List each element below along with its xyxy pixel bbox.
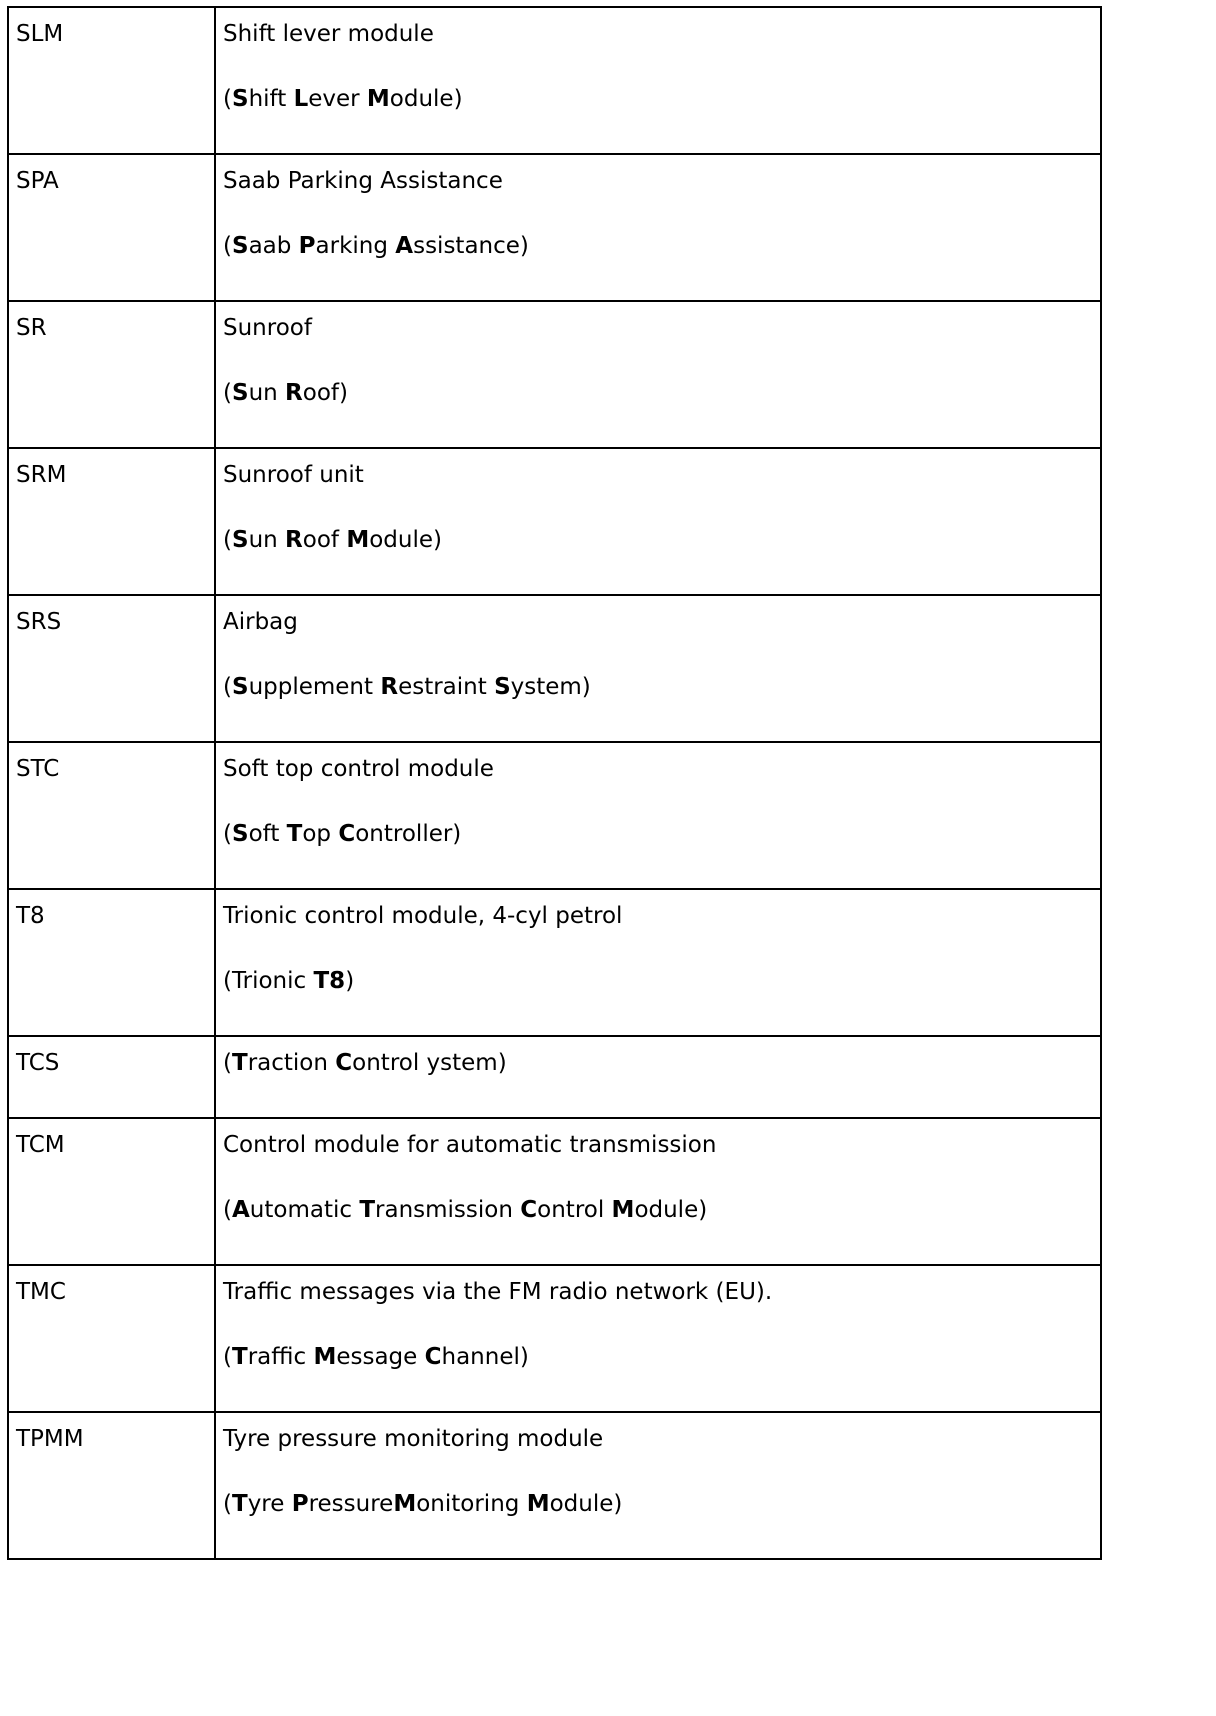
full-form-initial: R	[285, 380, 303, 406]
full-form-text: essage	[336, 1344, 425, 1370]
full-form-text: hannel)	[441, 1344, 529, 1370]
full-form-text: ontrol ystem)	[352, 1050, 507, 1076]
full-form-text: raffic	[247, 1344, 314, 1370]
full-form-text: yre	[247, 1491, 292, 1517]
full-form-text: (	[223, 86, 232, 112]
full-form-initial: C	[335, 1050, 353, 1076]
full-form-text: estraint	[398, 674, 495, 700]
abbreviation-full-form	[223, 820, 1100, 848]
abbreviation-code: SRS	[8, 595, 215, 742]
full-form-initial: T	[231, 1344, 248, 1370]
abbreviation-code: SRM	[8, 448, 215, 595]
full-form-text: ssistance)	[413, 233, 529, 259]
abbreviation-code: SLM	[8, 7, 215, 154]
full-form-text: arking	[315, 233, 396, 259]
abbreviation-description: Shift lever module	[223, 21, 434, 47]
full-form-text: (	[223, 380, 232, 406]
full-form-initial: S	[231, 527, 249, 553]
full-form-text: oof)	[302, 380, 348, 406]
full-form-text: op	[302, 821, 339, 847]
full-form-initial: P	[298, 233, 316, 259]
abbreviation-full-form	[223, 232, 1100, 260]
full-form-text: (	[223, 1197, 232, 1223]
abbreviation-description: Trionic control module, 4-cyl petrol	[223, 903, 623, 929]
table-row	[8, 7, 1101, 154]
abbreviation-code: TCS	[8, 1036, 215, 1118]
abbreviation-full-form	[223, 967, 1100, 995]
abbreviation-description: Control module for automatic transmission	[223, 1132, 717, 1158]
full-form-text: odule)	[369, 527, 442, 553]
full-form-text: (	[223, 233, 232, 259]
full-form-initial: P	[291, 1491, 309, 1517]
abbreviation-description-cell	[215, 1118, 1101, 1265]
table-row	[8, 1265, 1101, 1412]
abbreviation-description: Tyre pressure monitoring module	[223, 1426, 604, 1452]
abbreviation-code: STC	[8, 742, 215, 889]
abbreviation-description: Airbag	[223, 609, 298, 635]
full-form-initial: T8	[313, 968, 346, 994]
full-form-text: ontrol	[537, 1197, 612, 1223]
abbreviation-description-cell	[215, 1036, 1101, 1118]
table-row	[8, 301, 1101, 448]
full-form-text: utomatic	[249, 1197, 360, 1223]
abbreviation-table	[7, 6, 1102, 1560]
abbreviation-description-cell	[215, 301, 1101, 448]
full-form-text: un	[248, 380, 286, 406]
abbreviation-code: SR	[8, 301, 215, 448]
abbreviation-code: TCM	[8, 1118, 215, 1265]
full-form-text: odule)	[549, 1491, 623, 1517]
full-form-initial: T	[231, 1050, 248, 1076]
full-form-initial: M	[313, 1344, 337, 1370]
abbreviation-full-form	[223, 85, 1100, 113]
abbreviation-description: Sunroof unit	[223, 462, 364, 488]
full-form-text: ystem)	[510, 674, 591, 700]
full-form-text: )	[345, 968, 355, 994]
table-row	[8, 448, 1101, 595]
table-row	[8, 154, 1101, 301]
full-form-text: (	[223, 821, 232, 847]
full-form-text: un	[248, 527, 286, 553]
abbreviation-description: Traffic messages via the FM radio network (EU).	[223, 1279, 773, 1305]
full-form-initial: M	[346, 527, 370, 553]
abbreviation-full-form	[223, 1050, 507, 1076]
table-row	[8, 595, 1101, 742]
table-row	[8, 1412, 1101, 1559]
full-form-initial: A	[395, 233, 414, 259]
full-form-initial: C	[424, 1344, 442, 1370]
abbreviation-description: Sunroof	[223, 315, 312, 341]
full-form-initial: S	[231, 380, 249, 406]
full-form-initial: A	[231, 1197, 250, 1223]
full-form-initial: T	[286, 821, 303, 847]
full-form-text: aab	[248, 233, 299, 259]
full-form-text: (Trionic	[223, 968, 314, 994]
abbreviation-code: T8	[8, 889, 215, 1036]
table-row	[8, 1036, 1101, 1118]
full-form-initial: S	[494, 674, 511, 700]
full-form-initial: R	[380, 674, 399, 700]
full-form-initial: R	[285, 527, 303, 553]
full-form-text: hift	[248, 86, 294, 112]
full-form-initial: S	[231, 233, 249, 259]
full-form-initial: S	[231, 674, 249, 700]
table-row	[8, 742, 1101, 889]
full-form-initial: C	[338, 821, 356, 847]
full-form-text: ever	[308, 86, 367, 112]
abbreviation-description-cell	[215, 742, 1101, 889]
abbreviation-full-form	[223, 1196, 1100, 1224]
abbreviation-full-form	[223, 526, 1100, 554]
abbreviation-description-cell	[215, 595, 1101, 742]
full-form-initial: M	[393, 1491, 417, 1517]
table-row	[8, 889, 1101, 1036]
full-form-initial: L	[293, 86, 309, 112]
full-form-text: (	[223, 1491, 232, 1517]
abbreviation-full-form	[223, 673, 1100, 701]
abbreviation-description-cell	[215, 1412, 1101, 1559]
full-form-initial: M	[366, 86, 390, 112]
full-form-text: odule)	[634, 1197, 708, 1223]
full-form-text: ransmission	[375, 1197, 521, 1223]
full-form-text: (	[223, 527, 232, 553]
abbreviation-full-form	[223, 379, 1100, 407]
full-form-initial: T	[231, 1491, 248, 1517]
abbreviation-full-form	[223, 1343, 1100, 1371]
full-form-text: odule)	[389, 86, 463, 112]
abbreviation-code: TMC	[8, 1265, 215, 1412]
abbreviation-description-cell	[215, 889, 1101, 1036]
full-form-text: (	[223, 1344, 232, 1370]
abbreviation-description-cell	[215, 7, 1101, 154]
full-form-initial: C	[520, 1197, 538, 1223]
full-form-initial: S	[231, 86, 249, 112]
full-form-initial: S	[231, 821, 249, 847]
abbreviation-description: Saab Parking Assistance	[223, 168, 503, 194]
abbreviation-description-cell	[215, 154, 1101, 301]
full-form-initial: T	[359, 1197, 376, 1223]
abbreviation-code: TPMM	[8, 1412, 215, 1559]
abbreviation-description: Soft top control module	[223, 756, 494, 782]
full-form-text: (	[223, 674, 232, 700]
full-form-text: ressure	[308, 1491, 394, 1517]
abbreviation-full-form	[223, 1490, 1100, 1518]
abbreviation-code: SPA	[8, 154, 215, 301]
abbreviation-description-cell	[215, 1265, 1101, 1412]
full-form-initial: M	[526, 1491, 550, 1517]
table-row	[8, 1118, 1101, 1265]
full-form-text: onitoring	[416, 1491, 527, 1517]
full-form-text: oft	[248, 821, 287, 847]
abbreviation-description-cell	[215, 448, 1101, 595]
full-form-text: raction	[247, 1050, 336, 1076]
full-form-text: (	[223, 1050, 232, 1076]
full-form-text: ontroller)	[355, 821, 462, 847]
full-form-text: upplement	[248, 674, 381, 700]
full-form-initial: M	[611, 1197, 635, 1223]
abbreviation-table-body	[8, 7, 1101, 1559]
full-form-text: oof	[302, 527, 347, 553]
